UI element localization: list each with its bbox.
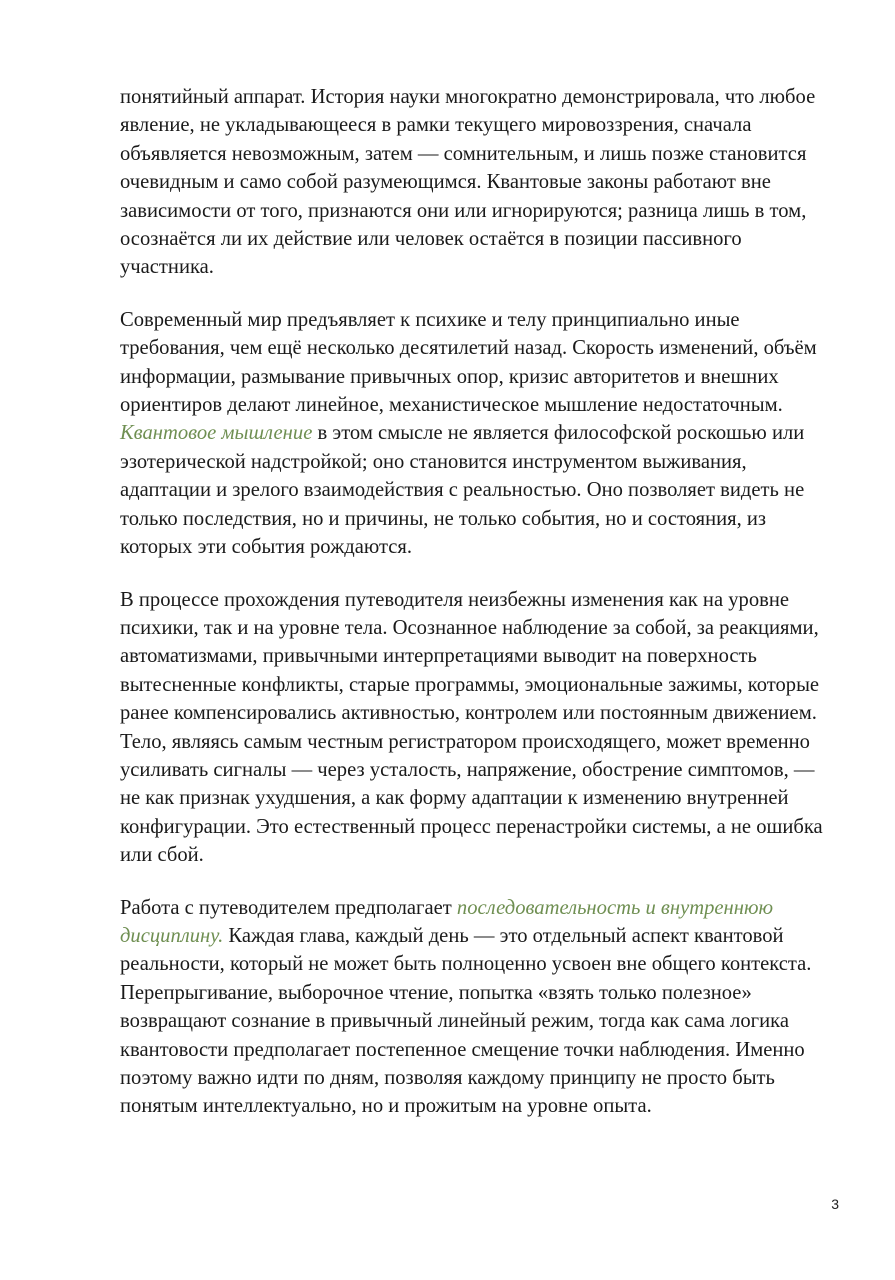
paragraph-1-text: понятийный аппарат. История науки многократно демонстрировала, что любое явление, не укладывающееся в рамки текущего мировоззрения, сначала объявляется невозможным, затем — сомнительным, и лишь позже становится очевидным и само собой разумеющимся. Квантовые законы работают вне зависимости от того, признаются они или игнорируются; разница лишь в том, осознаётся ли их действие или человек остаётся в позиции пассивного участника. [120, 86, 816, 279]
page-number: 3 [831, 1196, 839, 1212]
paragraph-2-text-after: в этом смысле не является философской роскошью или эзотерической надстройкой; оно становится инструментом выживания, адаптации и зрелого взаимодействия с реальностью. Оно позволяет видеть не только последствия, но и причины, не только события, но и состояния, из которых эти события рождаются. [120, 422, 805, 559]
paragraph-4-text-after: Каждая глава, каждый день — это отдельный аспект квантовой реальности, который не может быть полноценно усвоен вне общего контекста. Перепрыгивание, выборочное чтение, попытка «взять только полезное» возвращают сознание в привычный линейный режим, тогда как сама логика квантовости предполагает постепенное смещение точки наблюдения. Именно поэтому важно идти по дням, позволяя каждому принципу не просто быть понятым интеллектуально, но и прожитым на уровне опыта. [120, 924, 812, 1118]
paragraph-4-emphasis: последовательность и внутреннюю дисциплину. [120, 896, 774, 947]
paragraph-1 [120, 83, 838, 282]
paragraph-3-text: В процессе прохождения путеводителя неизбежны изменения как на уровне психики, так и на уровне тела. Осознанное наблюдение за собой, за реакциями, автоматизмами, привычными интерпретациями выводит на поверхность вытесненные конфликты, старые программы, эмоциональные зажимы, которые ранее компенсировались активностью, контролем или постоянным движением. Тело, являясь самым честным регистратором происходящего, может временно усиливать сигналы — через усталость, напряжение, обострение симптомов, — не как признак ухудшения, а как форму адаптации к изменению внутренней конфигурации. Это естественный процесс перенастройки системы, а не ошибка или сбой. [120, 588, 823, 867]
paragraph-2-emphasis: Квантовое мышление [120, 422, 313, 445]
paragraph-2 [120, 306, 838, 562]
paragraph-4 [120, 894, 838, 1121]
paragraph-2-text-before: Современный мир предъявляет к психике и телу принципиально иные требования, чем ещё несколько десятилетий назад. Скорость изменений, объём информации, размывание привычных опор, кризис авторитетов и внешних ориентиров делают линейное, механистическое мышление недостаточным. [120, 308, 817, 417]
paragraph-4-text-before: Работа с путеводителем предполагает [120, 896, 457, 919]
paragraph-3 [120, 586, 838, 870]
page-body [120, 83, 838, 1145]
